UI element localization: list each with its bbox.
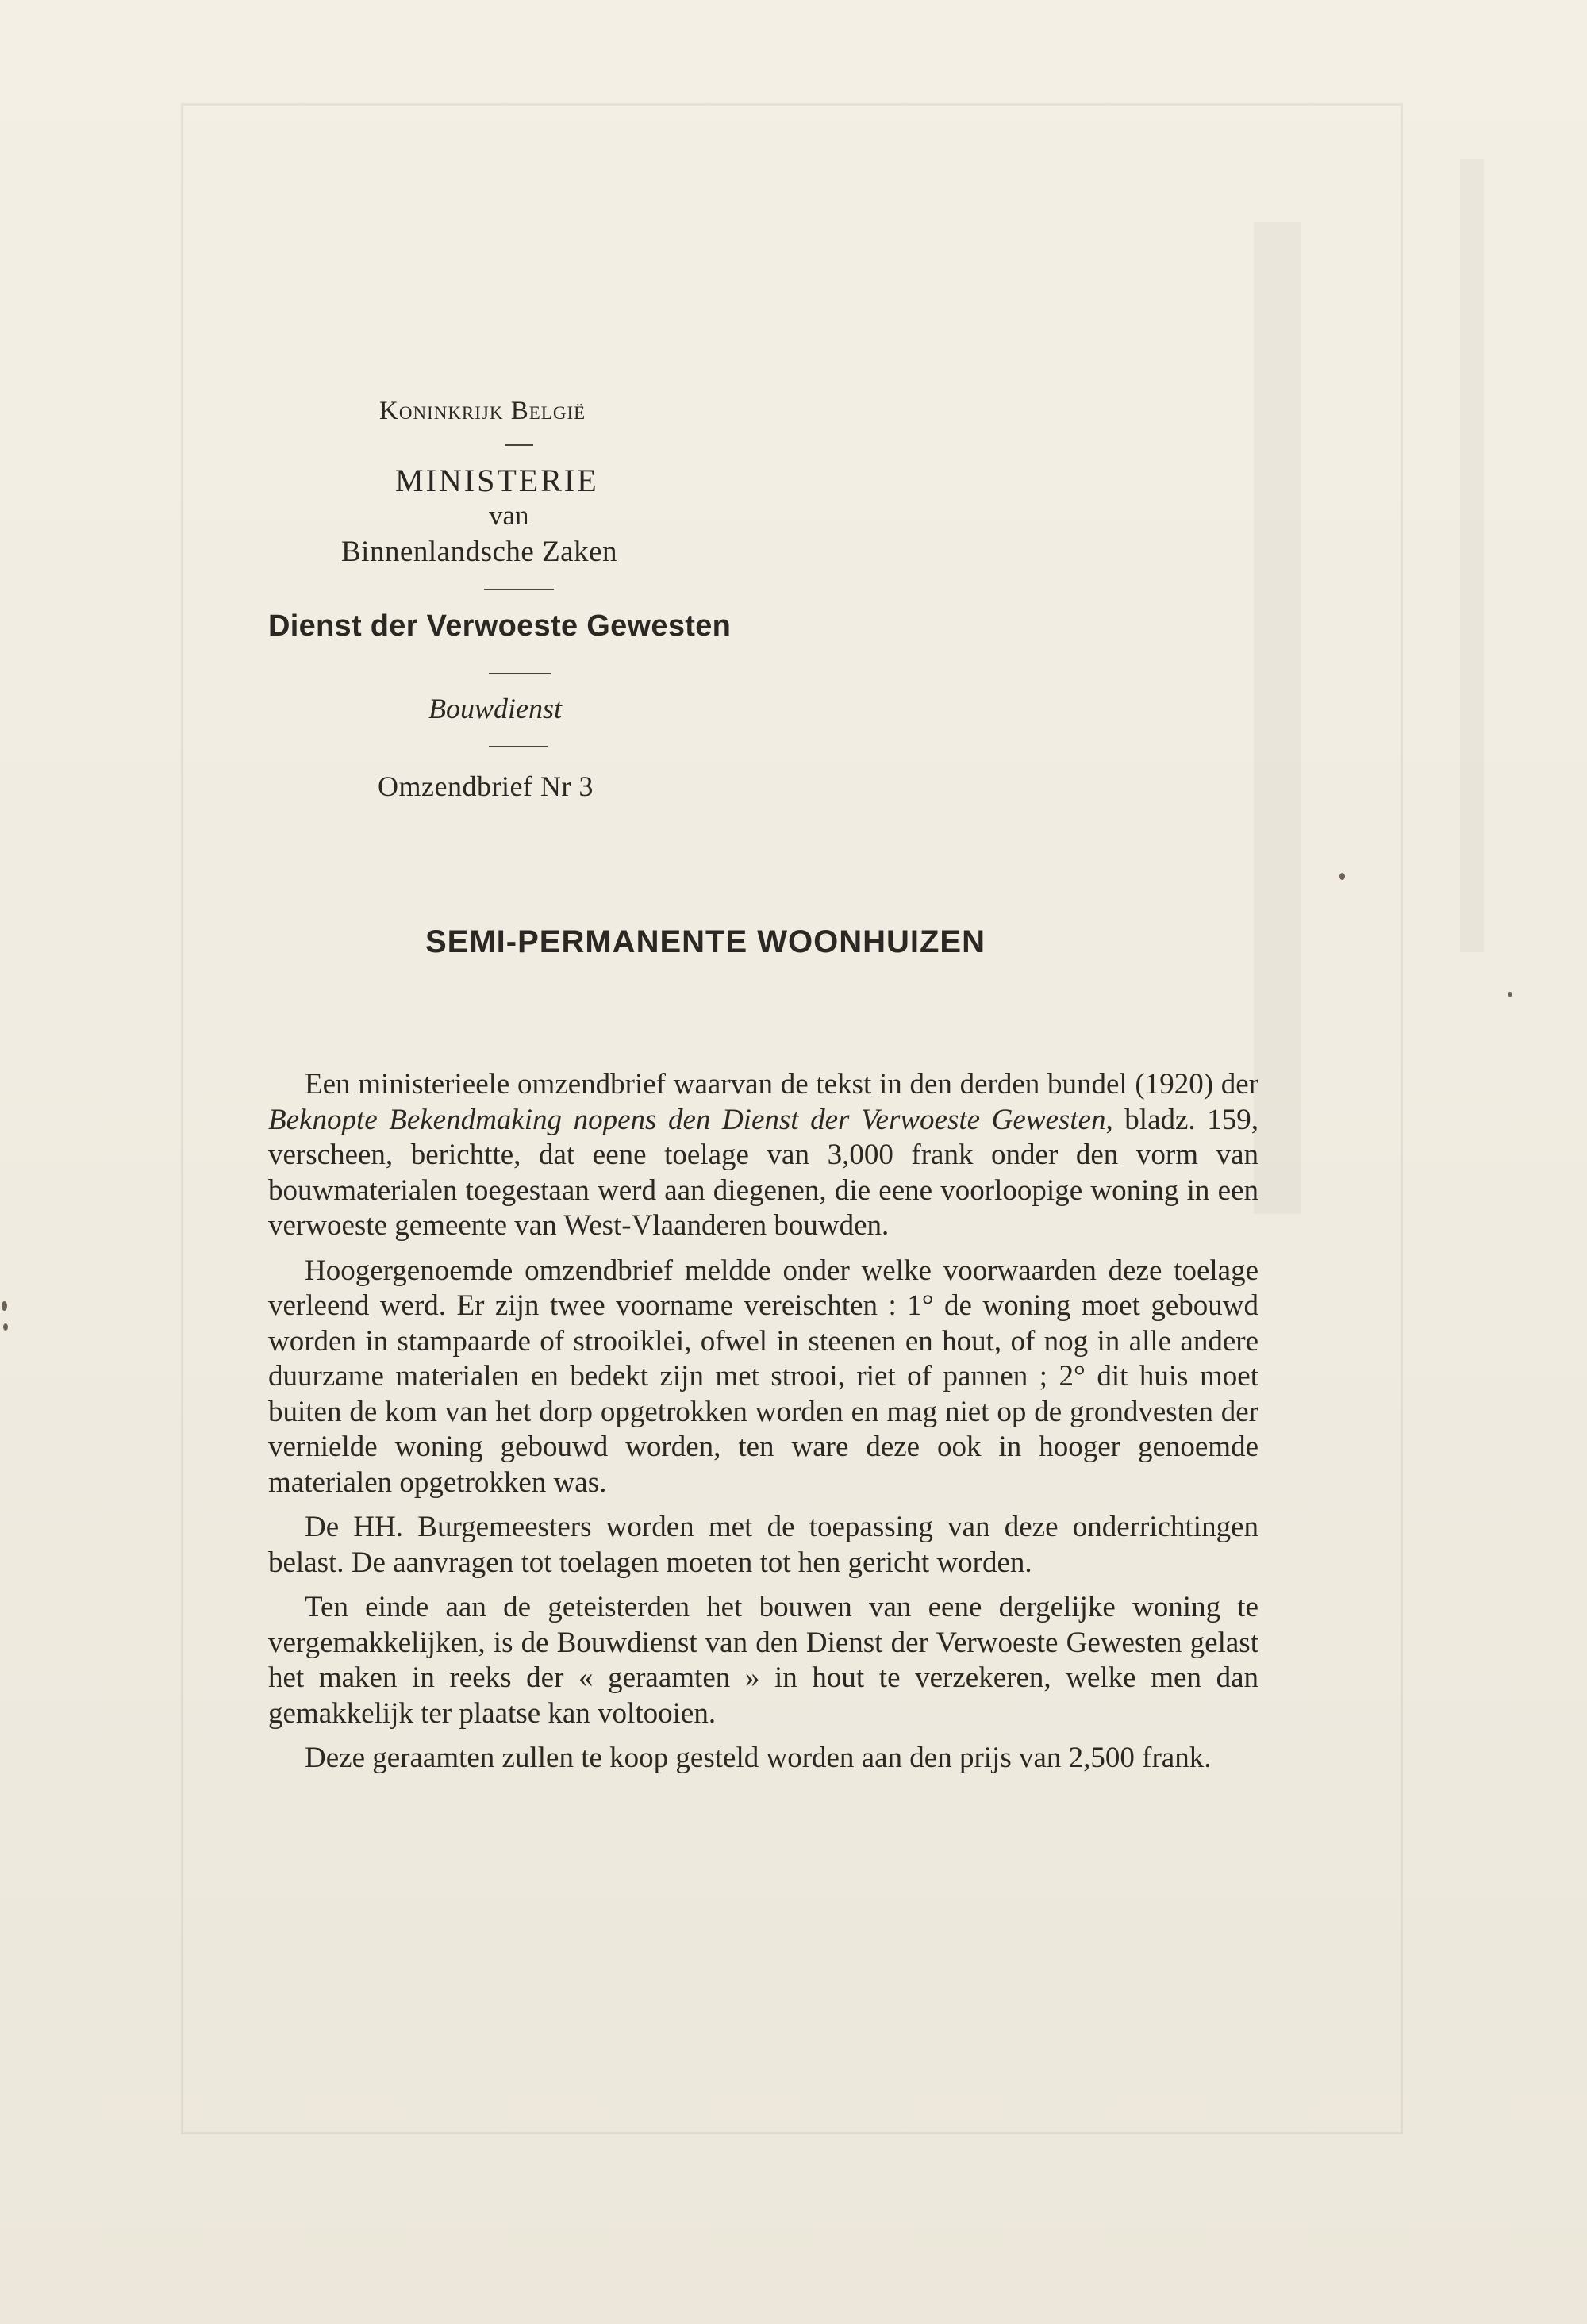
ink-speck <box>3 1323 8 1331</box>
show-through-shadow-right <box>1460 159 1484 952</box>
divider <box>489 673 551 674</box>
show-through-shadow <box>1254 222 1301 1214</box>
body-text <box>268 1067 1258 1786</box>
ministry-van: van <box>489 500 529 531</box>
department-heading: Bouwdienst <box>428 693 562 724</box>
circular-number: Omzendbrief Nr 3 <box>378 770 594 802</box>
kingdom-heading: Koninkrijk België <box>379 397 586 425</box>
ink-speck <box>2 1301 7 1311</box>
paragraph-4: Ten einde aan de geteisterden het bouwen van eene dergelijke woning te vergemakkelijken, is de Bouwdienst van den Dienst der Verwoeste Gewesten gelast het maken in reeks der « geraamten » in hout te verzekeren, welke men dan gemakkelijk ter plaatse kan voltooien. <box>268 1591 1258 1730</box>
divider <box>505 444 533 446</box>
ink-speck <box>1339 873 1345 880</box>
paragraph-2: Hoogergenoemde omzendbrief meldde onder welke voorwaarden deze toelage verleend werd. Er zijn twee voorname vereischten : 1° de woning moet gebouwd worden in stampaarde of strooiklei, ofwel in steenen en hout, of nog in alle andere duurzame materialen en bedekt zijn met strooi, riet of pannen ; 2° dit huis moet buiten de kom van het dorp opgetrokken worden en mag niet op de grondvesten der vernielde woning gebouwd worden, ten ware deze ook in hooger genoemde materialen opgetrokken was. <box>268 1254 1258 1499</box>
service-heading: Dienst der Verwoeste Gewesten <box>268 609 732 643</box>
document-title: SEMI-PERMANENTE WOONHUIZEN <box>425 924 986 959</box>
ink-speck <box>1508 992 1512 997</box>
paragraph-1-a: Een ministerieele omzendbrief waarvan de tekst in den derden bundel (1920) der <box>305 1068 1258 1101</box>
paragraph-3: De HH. Burgemeesters worden met de toepassing van deze onderrichtingen belast. De aanvragen tot toelagen moeten tot hen gericht worden. <box>268 1511 1258 1579</box>
paragraph-5: Deze geraamten zullen te koop gesteld worden aan den prijs van 2,500 frank. <box>305 1742 1212 1774</box>
paragraph-1-c: , bladz. 159, verscheen, berichtte, dat eene toelage van 3,000 frank onder den vorm van bouwmaterialen toegestaan werd aan diegenen, die eene voorloopige woning in een verwoeste gemeente van West-Vlaanderen bouwden. <box>268 1103 1259 1242</box>
ministry-heading: MINISTERIE <box>395 463 599 498</box>
paragraph-1 <box>268 1067 1258 1244</box>
publication-title: Beknopte Bekendmaking nopens den Dienst der Verwoeste Gewesten <box>268 1103 1106 1136</box>
divider <box>484 589 554 590</box>
ministry-name: Binnenlandsche Zaken <box>341 536 618 568</box>
divider <box>489 746 548 747</box>
